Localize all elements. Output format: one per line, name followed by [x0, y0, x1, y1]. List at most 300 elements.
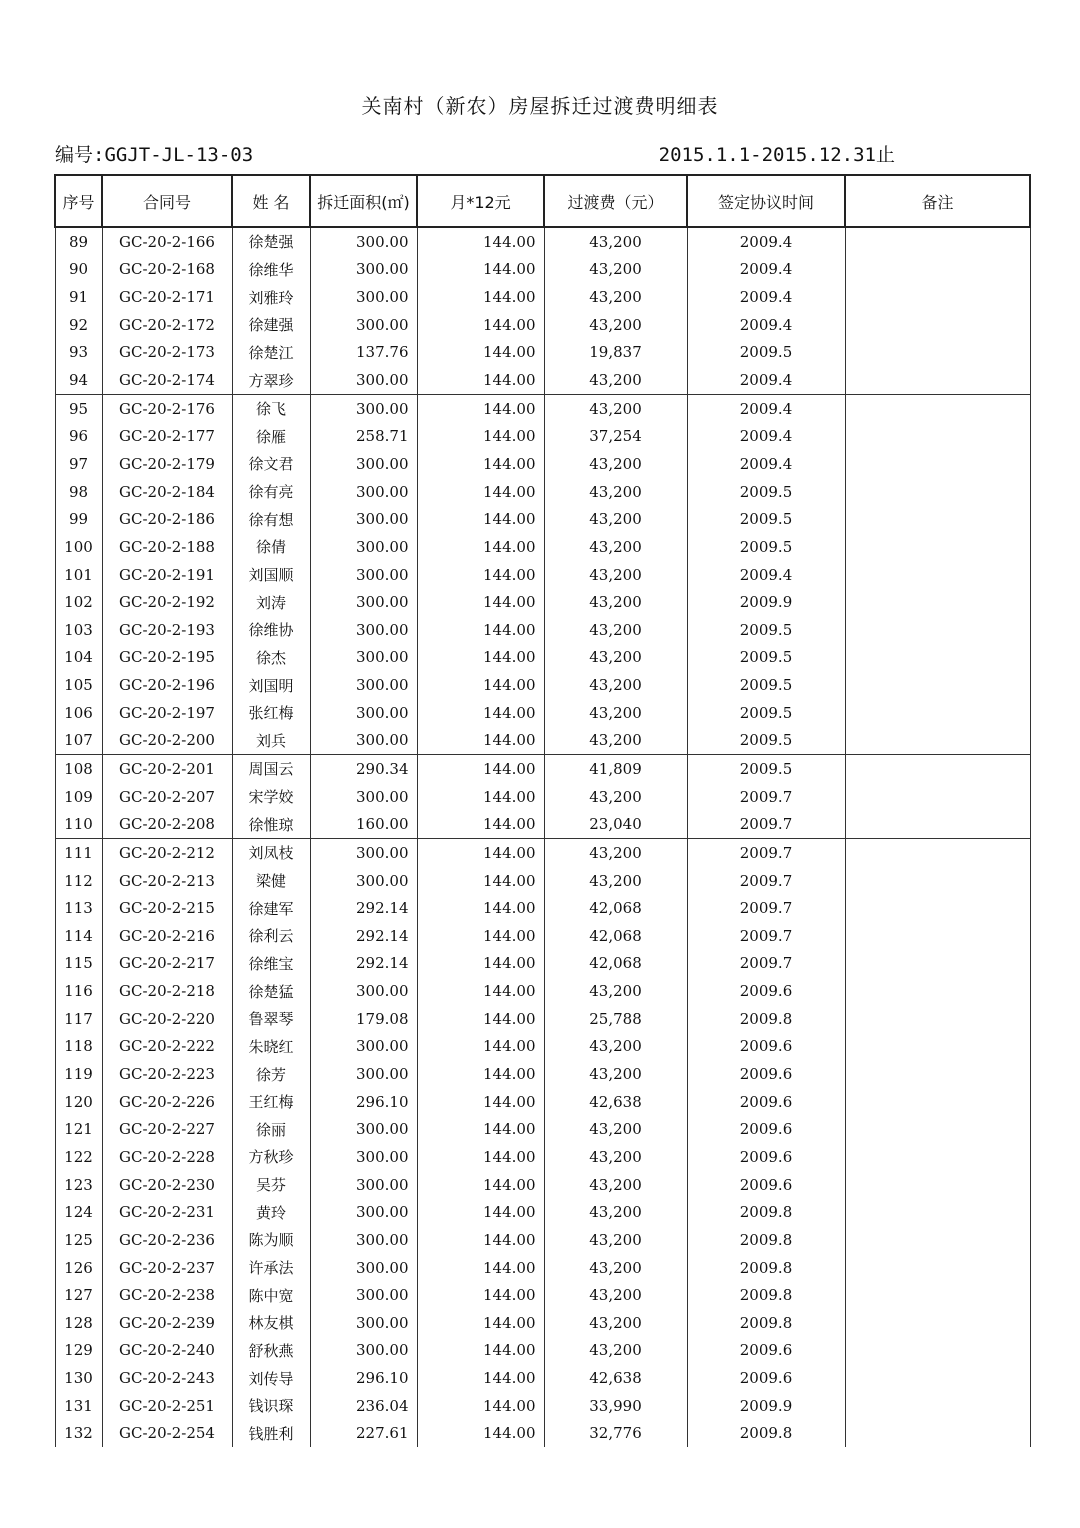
- cell-monthly: 144.00: [417, 810, 544, 838]
- cell-area: 179.08: [310, 1005, 417, 1033]
- cell-remark: [845, 810, 1030, 838]
- header-contract: 合同号: [102, 175, 232, 227]
- cell-fee: 43,200: [544, 1254, 687, 1282]
- cell-index: 104: [55, 644, 102, 672]
- cell-fee: 43,200: [544, 727, 687, 755]
- cell-remark: [845, 1171, 1030, 1199]
- cell-index: 103: [55, 616, 102, 644]
- cell-contract: GC-20-2-230: [102, 1171, 232, 1199]
- cell-monthly: 144.00: [417, 1420, 544, 1448]
- cell-remark: [845, 1033, 1030, 1061]
- table-row: [55, 783, 1030, 811]
- cell-area: 300.00: [310, 450, 417, 478]
- cell-remark: [845, 366, 1030, 394]
- cell-area: 300.00: [310, 1033, 417, 1061]
- cell-remark: [845, 783, 1030, 811]
- cell-monthly: 144.00: [417, 505, 544, 533]
- cell-contract: GC-20-2-201: [102, 755, 232, 783]
- cell-area: 236.04: [310, 1392, 417, 1420]
- cell-monthly: 144.00: [417, 727, 544, 755]
- document-code: 编号:GGJT-JL-13-03: [55, 144, 254, 166]
- cell-date: 2009.6: [687, 1171, 845, 1199]
- cell-index: 107: [55, 727, 102, 755]
- cell-remark: [845, 533, 1030, 561]
- cell-remark: [845, 1116, 1030, 1144]
- cell-monthly: 144.00: [417, 1309, 544, 1337]
- cell-monthly: 144.00: [417, 755, 544, 783]
- cell-date: 2009.4: [687, 422, 845, 450]
- cell-date: 2009.8: [687, 1198, 845, 1226]
- cell-name: 方秋珍: [232, 1143, 310, 1171]
- table-row: [55, 810, 1030, 838]
- cell-fee: 43,200: [544, 366, 687, 394]
- cell-monthly: 144.00: [417, 922, 544, 950]
- cell-index: 120: [55, 1088, 102, 1116]
- cell-fee: 43,200: [544, 839, 687, 867]
- cell-area: 300.00: [310, 1337, 417, 1365]
- table-row: [55, 839, 1030, 867]
- cell-date: 2009.8: [687, 1281, 845, 1309]
- cell-monthly: 144.00: [417, 1254, 544, 1282]
- cell-contract: GC-20-2-191: [102, 561, 232, 589]
- cell-remark: [845, 394, 1030, 422]
- cell-contract: GC-20-2-236: [102, 1226, 232, 1254]
- cell-fee: 43,200: [544, 478, 687, 506]
- cell-date: 2009.5: [687, 671, 845, 699]
- cell-name: 梁健: [232, 867, 310, 895]
- cell-monthly: 144.00: [417, 1392, 544, 1420]
- cell-remark: [845, 922, 1030, 950]
- cell-monthly: 144.00: [417, 394, 544, 422]
- cell-name: 徐文君: [232, 450, 310, 478]
- cell-monthly: 144.00: [417, 339, 544, 367]
- cell-fee: 43,200: [544, 867, 687, 895]
- cell-area: 300.00: [310, 1116, 417, 1144]
- cell-index: 92: [55, 311, 102, 339]
- cell-name: 刘兵: [232, 727, 310, 755]
- cell-monthly: 144.00: [417, 366, 544, 394]
- cell-monthly: 144.00: [417, 1281, 544, 1309]
- table-row: [55, 450, 1030, 478]
- cell-contract: GC-20-2-254: [102, 1420, 232, 1448]
- cell-date: 2009.7: [687, 810, 845, 838]
- cell-remark: [845, 1420, 1030, 1448]
- cell-remark: [845, 505, 1030, 533]
- cell-index: 96: [55, 422, 102, 450]
- cell-area: 300.00: [310, 256, 417, 284]
- header-fee: 过渡费（元）: [544, 175, 687, 227]
- cell-area: 160.00: [310, 810, 417, 838]
- cell-date: 2009.9: [687, 588, 845, 616]
- cell-name: 徐楚强: [232, 227, 310, 256]
- table-row: [55, 1171, 1030, 1199]
- cell-contract: GC-20-2-238: [102, 1281, 232, 1309]
- cell-area: 300.00: [310, 1171, 417, 1199]
- cell-fee: 43,200: [544, 588, 687, 616]
- cell-index: 125: [55, 1226, 102, 1254]
- table-row: [55, 283, 1030, 311]
- cell-name: 陈为顺: [232, 1226, 310, 1254]
- cell-date: 2009.4: [687, 450, 845, 478]
- table-row: [55, 950, 1030, 978]
- relocation-fee-table: [54, 174, 1031, 1447]
- cell-date: 2009.6: [687, 1088, 845, 1116]
- cell-fee: 43,200: [544, 1143, 687, 1171]
- cell-fee: 43,200: [544, 533, 687, 561]
- cell-monthly: 144.00: [417, 1088, 544, 1116]
- cell-contract: GC-20-2-226: [102, 1088, 232, 1116]
- cell-name: 舒秋燕: [232, 1337, 310, 1365]
- cell-contract: GC-20-2-197: [102, 699, 232, 727]
- cell-fee: 32,776: [544, 1420, 687, 1448]
- cell-monthly: 144.00: [417, 256, 544, 284]
- cell-contract: GC-20-2-237: [102, 1254, 232, 1282]
- cell-name: 徐飞: [232, 394, 310, 422]
- cell-area: 292.14: [310, 894, 417, 922]
- cell-fee: 43,200: [544, 1060, 687, 1088]
- cell-monthly: 144.00: [417, 977, 544, 1005]
- cell-fee: 42,068: [544, 894, 687, 922]
- cell-index: 115: [55, 950, 102, 978]
- table-row: [55, 1364, 1030, 1392]
- table-row: [55, 1198, 1030, 1226]
- cell-fee: 37,254: [544, 422, 687, 450]
- cell-name: 徐惟琼: [232, 810, 310, 838]
- cell-area: 300.00: [310, 505, 417, 533]
- cell-index: 114: [55, 922, 102, 950]
- cell-name: 徐楚江: [232, 339, 310, 367]
- table-row: [55, 505, 1030, 533]
- cell-name: 徐维宝: [232, 950, 310, 978]
- cell-index: 124: [55, 1198, 102, 1226]
- table-row: [55, 1143, 1030, 1171]
- cell-date: 2009.7: [687, 922, 845, 950]
- cell-area: 300.00: [310, 839, 417, 867]
- cell-monthly: 144.00: [417, 783, 544, 811]
- cell-area: 300.00: [310, 588, 417, 616]
- table-row: [55, 727, 1030, 755]
- cell-index: 129: [55, 1337, 102, 1365]
- cell-name: 徐楚猛: [232, 977, 310, 1005]
- cell-fee: 41,809: [544, 755, 687, 783]
- cell-date: 2009.8: [687, 1254, 845, 1282]
- cell-index: 132: [55, 1420, 102, 1448]
- header-index: 序号: [55, 175, 102, 227]
- cell-remark: [845, 588, 1030, 616]
- cell-remark: [845, 422, 1030, 450]
- cell-area: 300.00: [310, 227, 417, 256]
- cell-contract: GC-20-2-212: [102, 839, 232, 867]
- cell-monthly: 144.00: [417, 1198, 544, 1226]
- cell-index: 101: [55, 561, 102, 589]
- cell-monthly: 144.00: [417, 478, 544, 506]
- table-row: [55, 867, 1030, 895]
- page-title: 关南村（新农）房屋拆迁过渡费明细表: [361, 94, 719, 118]
- cell-remark: [845, 227, 1030, 256]
- cell-area: 137.76: [310, 339, 417, 367]
- table-row: [55, 1337, 1030, 1365]
- cell-monthly: 144.00: [417, 1364, 544, 1392]
- cell-date: 2009.4: [687, 256, 845, 284]
- cell-fee: 43,200: [544, 311, 687, 339]
- cell-contract: GC-20-2-208: [102, 810, 232, 838]
- cell-fee: 19,837: [544, 339, 687, 367]
- cell-area: 300.00: [310, 1281, 417, 1309]
- cell-remark: [845, 616, 1030, 644]
- cell-index: 118: [55, 1033, 102, 1061]
- cell-date: 2009.6: [687, 977, 845, 1005]
- cell-remark: [845, 644, 1030, 672]
- cell-contract: GC-20-2-223: [102, 1060, 232, 1088]
- table-row: [55, 422, 1030, 450]
- cell-index: 98: [55, 478, 102, 506]
- cell-area: 300.00: [310, 478, 417, 506]
- cell-contract: GC-20-2-227: [102, 1116, 232, 1144]
- cell-fee: 43,200: [544, 783, 687, 811]
- cell-date: 2009.8: [687, 1420, 845, 1448]
- cell-area: 258.71: [310, 422, 417, 450]
- cell-name: 钱胜利: [232, 1420, 310, 1448]
- cell-contract: GC-20-2-207: [102, 783, 232, 811]
- table-row: [55, 671, 1030, 699]
- cell-date: 2009.4: [687, 394, 845, 422]
- cell-name: 吴芬: [232, 1171, 310, 1199]
- cell-name: 张红梅: [232, 699, 310, 727]
- cell-date: 2009.6: [687, 1116, 845, 1144]
- cell-name: 许承法: [232, 1254, 310, 1282]
- cell-fee: 43,200: [544, 1281, 687, 1309]
- cell-name: 黄玲: [232, 1198, 310, 1226]
- cell-index: 111: [55, 839, 102, 867]
- cell-fee: 43,200: [544, 644, 687, 672]
- cell-date: 2009.4: [687, 561, 845, 589]
- table-row: [55, 561, 1030, 589]
- cell-date: 2009.6: [687, 1364, 845, 1392]
- cell-contract: GC-20-2-222: [102, 1033, 232, 1061]
- cell-remark: [845, 1143, 1030, 1171]
- cell-area: 300.00: [310, 1254, 417, 1282]
- cell-fee: 42,068: [544, 922, 687, 950]
- cell-index: 116: [55, 977, 102, 1005]
- cell-monthly: 144.00: [417, 450, 544, 478]
- table-row: [55, 894, 1030, 922]
- cell-date: 2009.5: [687, 616, 845, 644]
- cell-contract: GC-20-2-196: [102, 671, 232, 699]
- cell-fee: 43,200: [544, 977, 687, 1005]
- cell-area: 300.00: [310, 867, 417, 895]
- cell-name: 王红梅: [232, 1088, 310, 1116]
- cell-area: 296.10: [310, 1364, 417, 1392]
- cell-area: 300.00: [310, 366, 417, 394]
- cell-area: 300.00: [310, 561, 417, 589]
- cell-index: 127: [55, 1281, 102, 1309]
- cell-index: 117: [55, 1005, 102, 1033]
- cell-contract: GC-20-2-239: [102, 1309, 232, 1337]
- cell-monthly: 144.00: [417, 699, 544, 727]
- cell-monthly: 144.00: [417, 283, 544, 311]
- cell-monthly: 144.00: [417, 1226, 544, 1254]
- cell-monthly: 144.00: [417, 644, 544, 672]
- cell-contract: GC-20-2-195: [102, 644, 232, 672]
- table-row: [55, 1005, 1030, 1033]
- cell-name: 徐丽: [232, 1116, 310, 1144]
- cell-name: 刘国明: [232, 671, 310, 699]
- cell-index: 121: [55, 1116, 102, 1144]
- cell-name: 徐建强: [232, 311, 310, 339]
- cell-date: 2009.4: [687, 311, 845, 339]
- cell-date: 2009.6: [687, 1060, 845, 1088]
- table-header-row: [55, 175, 1030, 227]
- cell-monthly: 144.00: [417, 422, 544, 450]
- cell-name: 徐维华: [232, 256, 310, 284]
- cell-index: 122: [55, 1143, 102, 1171]
- cell-remark: [845, 450, 1030, 478]
- cell-contract: GC-20-2-186: [102, 505, 232, 533]
- cell-contract: GC-20-2-213: [102, 867, 232, 895]
- cell-monthly: 144.00: [417, 1337, 544, 1365]
- cell-area: 300.00: [310, 533, 417, 561]
- cell-remark: [845, 478, 1030, 506]
- cell-fee: 43,200: [544, 1226, 687, 1254]
- cell-index: 131: [55, 1392, 102, 1420]
- cell-area: 300.00: [310, 1309, 417, 1337]
- cell-index: 99: [55, 505, 102, 533]
- cell-contract: GC-20-2-218: [102, 977, 232, 1005]
- cell-fee: 43,200: [544, 671, 687, 699]
- cell-monthly: 144.00: [417, 311, 544, 339]
- cell-contract: GC-20-2-216: [102, 922, 232, 950]
- cell-index: 113: [55, 894, 102, 922]
- cell-contract: GC-20-2-240: [102, 1337, 232, 1365]
- cell-date: 2009.7: [687, 783, 845, 811]
- cell-area: 292.14: [310, 922, 417, 950]
- cell-contract: GC-20-2-172: [102, 311, 232, 339]
- cell-area: 290.34: [310, 755, 417, 783]
- cell-monthly: 144.00: [417, 894, 544, 922]
- table-row: [55, 588, 1030, 616]
- cell-name: 刘雅玲: [232, 283, 310, 311]
- table-row: [55, 1309, 1030, 1337]
- cell-remark: [845, 1226, 1030, 1254]
- cell-area: 300.00: [310, 311, 417, 339]
- cell-remark: [845, 950, 1030, 978]
- cell-area: 300.00: [310, 394, 417, 422]
- cell-name: 徐维协: [232, 616, 310, 644]
- cell-contract: GC-20-2-228: [102, 1143, 232, 1171]
- table-row: [55, 227, 1030, 256]
- cell-fee: 42,638: [544, 1364, 687, 1392]
- cell-index: 123: [55, 1171, 102, 1199]
- cell-remark: [845, 561, 1030, 589]
- cell-monthly: 144.00: [417, 1005, 544, 1033]
- cell-date: 2009.5: [687, 478, 845, 506]
- cell-contract: GC-20-2-184: [102, 478, 232, 506]
- cell-date: 2009.8: [687, 1226, 845, 1254]
- cell-date: 2009.4: [687, 283, 845, 311]
- cell-remark: [845, 1198, 1030, 1226]
- cell-contract: GC-20-2-168: [102, 256, 232, 284]
- cell-area: 300.00: [310, 1198, 417, 1226]
- header-name: 姓 名: [232, 175, 310, 227]
- cell-index: 94: [55, 366, 102, 394]
- cell-date: 2009.5: [687, 505, 845, 533]
- cell-date: 2009.7: [687, 867, 845, 895]
- cell-fee: 43,200: [544, 1171, 687, 1199]
- table-row: [55, 394, 1030, 422]
- cell-monthly: 144.00: [417, 561, 544, 589]
- table-row: [55, 1033, 1030, 1061]
- cell-name: 鲁翠琴: [232, 1005, 310, 1033]
- cell-remark: [845, 1364, 1030, 1392]
- cell-fee: 43,200: [544, 1198, 687, 1226]
- cell-contract: GC-20-2-174: [102, 366, 232, 394]
- cell-contract: GC-20-2-176: [102, 394, 232, 422]
- table-row: [55, 1226, 1030, 1254]
- cell-name: 钱识琛: [232, 1392, 310, 1420]
- cell-date: 2009.6: [687, 1143, 845, 1171]
- cell-name: 徐雁: [232, 422, 310, 450]
- cell-index: 112: [55, 867, 102, 895]
- cell-remark: [845, 727, 1030, 755]
- cell-area: 227.61: [310, 1420, 417, 1448]
- cell-date: 2009.7: [687, 950, 845, 978]
- cell-remark: [845, 283, 1030, 311]
- cell-remark: [845, 671, 1030, 699]
- table-row: [55, 1116, 1030, 1144]
- table-row: [55, 699, 1030, 727]
- cell-remark: [845, 1309, 1030, 1337]
- table-row: [55, 1420, 1030, 1448]
- cell-name: 刘凤枝: [232, 839, 310, 867]
- cell-index: 97: [55, 450, 102, 478]
- cell-monthly: 144.00: [417, 227, 544, 256]
- cell-index: 95: [55, 394, 102, 422]
- cell-index: 100: [55, 533, 102, 561]
- cell-fee: 43,200: [544, 227, 687, 256]
- cell-remark: [845, 311, 1030, 339]
- cell-area: 300.00: [310, 1060, 417, 1088]
- cell-contract: GC-20-2-231: [102, 1198, 232, 1226]
- cell-remark: [845, 1281, 1030, 1309]
- cell-monthly: 144.00: [417, 671, 544, 699]
- cell-fee: 43,200: [544, 283, 687, 311]
- cell-name: 刘涛: [232, 588, 310, 616]
- cell-date: 2009.5: [687, 699, 845, 727]
- cell-name: 徐杰: [232, 644, 310, 672]
- cell-name: 徐利云: [232, 922, 310, 950]
- cell-date: 2009.6: [687, 1033, 845, 1061]
- cell-index: 90: [55, 256, 102, 284]
- cell-name: 陈中宽: [232, 1281, 310, 1309]
- cell-name: 刘传导: [232, 1364, 310, 1392]
- cell-index: 108: [55, 755, 102, 783]
- cell-contract: GC-20-2-215: [102, 894, 232, 922]
- cell-name: 林友棋: [232, 1309, 310, 1337]
- table-row: [55, 1392, 1030, 1420]
- header-monthly: 月*12元: [417, 175, 544, 227]
- cell-monthly: 144.00: [417, 588, 544, 616]
- table-row: [55, 1088, 1030, 1116]
- table-row: [55, 1281, 1030, 1309]
- cell-area: 296.10: [310, 1088, 417, 1116]
- cell-remark: [845, 867, 1030, 895]
- cell-area: 300.00: [310, 1226, 417, 1254]
- cell-contract: GC-20-2-220: [102, 1005, 232, 1033]
- cell-remark: [845, 1392, 1030, 1420]
- cell-fee: 43,200: [544, 561, 687, 589]
- cell-contract: GC-20-2-177: [102, 422, 232, 450]
- cell-monthly: 144.00: [417, 1143, 544, 1171]
